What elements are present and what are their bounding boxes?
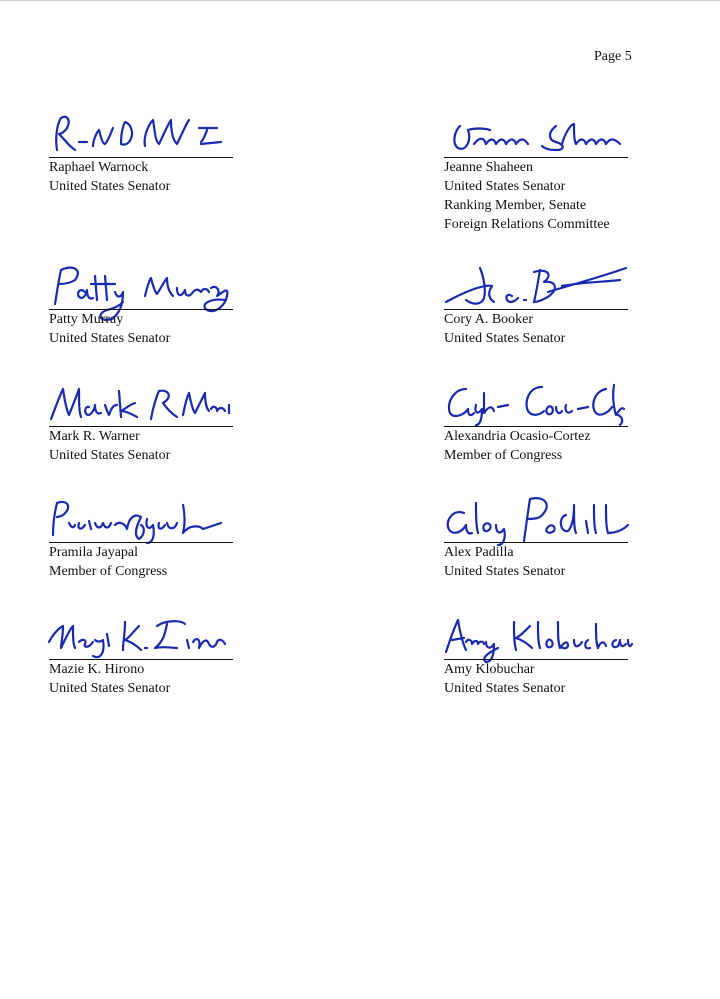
- handwritten-signature-jayapal: [49, 495, 239, 543]
- signatory-name: Alexandria Ocasio-Cortez: [444, 429, 591, 444]
- signatory-name: Pramila Jayapal: [49, 545, 139, 560]
- handwritten-signature-murray: [49, 262, 239, 310]
- signatory-title: United States Senator: [49, 448, 171, 463]
- signatory-name: Mark R. Warner: [49, 429, 140, 444]
- handwritten-signature-booker: [444, 262, 634, 310]
- signatory-title: United States Senator: [444, 179, 566, 194]
- signatory-title: United States Senator: [444, 331, 566, 346]
- signatory-title: Foreign Relations Committee: [444, 217, 610, 232]
- signatory-name: Alex Padilla: [444, 545, 514, 560]
- signatory-title: Ranking Member, Senate: [444, 198, 587, 213]
- signatory-name: Mazie K. Hirono: [49, 662, 145, 677]
- handwritten-signature-warner: [49, 379, 239, 427]
- signatory-name: Jeanne Shaheen: [444, 160, 534, 175]
- signatory-title: United States Senator: [49, 331, 171, 346]
- page-top-border: [0, 0, 720, 1]
- handwritten-signature-klobuchar: [444, 612, 634, 660]
- handwritten-signature-padilla: [444, 495, 634, 543]
- handwritten-signature-shaheen: [444, 110, 634, 158]
- signatory-title: United States Senator: [444, 564, 566, 579]
- signatory-name: Cory A. Booker: [444, 312, 534, 327]
- signatory-title: Member of Congress: [49, 564, 168, 579]
- handwritten-signature-hirono: [49, 612, 239, 660]
- signatory-title: United States Senator: [49, 179, 171, 194]
- signatory-name: Raphael Warnock: [49, 160, 149, 175]
- signatory-name: Amy Klobuchar: [444, 662, 535, 677]
- handwritten-signature-ocasio-cortez: [444, 379, 634, 427]
- page-number: Page 5: [594, 49, 632, 64]
- signatory-title: Member of Congress: [444, 448, 563, 463]
- signatory-name: Patty Murray: [49, 312, 124, 327]
- signatory-title: United States Senator: [444, 681, 566, 696]
- handwritten-signature-warnock: [49, 110, 239, 158]
- signatory-title: United States Senator: [49, 681, 171, 696]
